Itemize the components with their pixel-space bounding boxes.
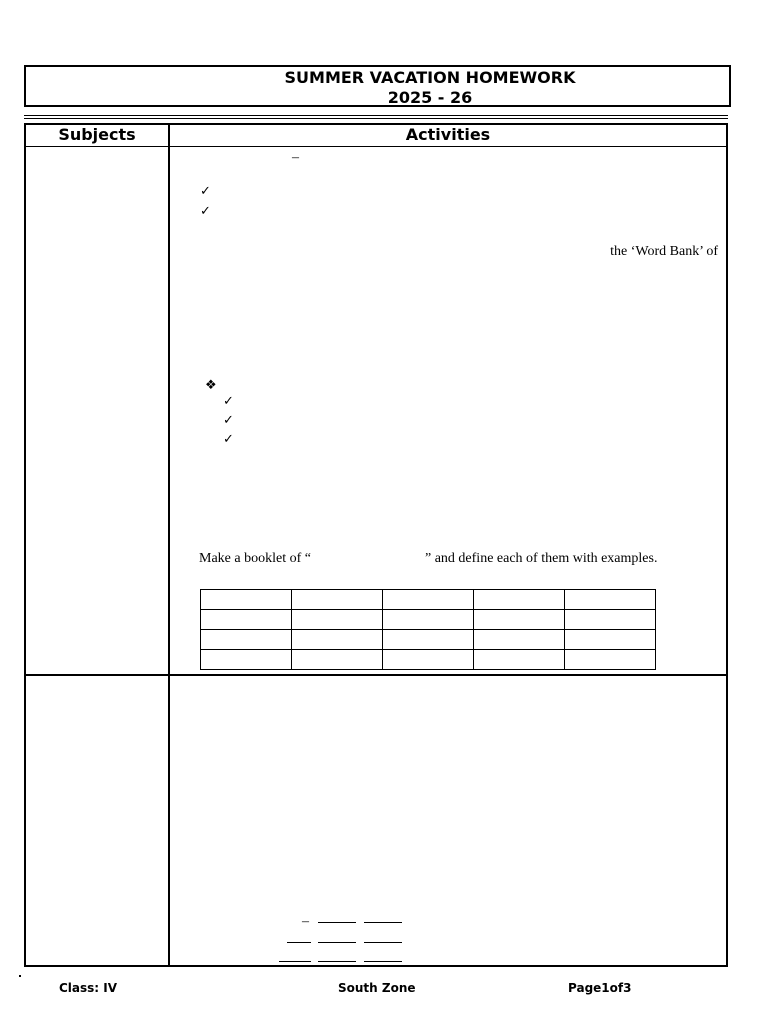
footer-page: Page1of3 [568, 981, 632, 995]
table-row [201, 650, 656, 670]
table-cell [383, 630, 474, 650]
document-year: 2025 - 26 [387, 88, 473, 107]
divider-rule-bottom [24, 118, 728, 119]
table-cell [565, 590, 656, 610]
table-row [201, 590, 656, 610]
blank-line [318, 942, 356, 943]
table-cell [383, 590, 474, 610]
diamond-bullet-icon: ❖ [205, 378, 217, 393]
header-row-divider [24, 146, 728, 147]
check-icon: ✓ [200, 204, 211, 219]
section1-dash: – [292, 150, 299, 165]
word-bank-text: the ‘Word Bank’ of [610, 244, 718, 259]
table-cell [383, 650, 474, 670]
table-cell [292, 650, 383, 670]
table-cell [292, 590, 383, 610]
blank-line [318, 922, 356, 923]
table-cell [383, 610, 474, 630]
table-cell [474, 630, 565, 650]
header-activities: Activities [405, 125, 491, 144]
blank-line [364, 942, 402, 943]
table-cell [565, 610, 656, 630]
table-cell [201, 650, 292, 670]
header-subjects: Subjects [58, 125, 136, 144]
section2-dash: – [302, 914, 309, 929]
table-cell [474, 610, 565, 630]
divider-rule-top [24, 115, 728, 116]
check-icon: ✓ [223, 394, 234, 409]
table-cell [474, 590, 565, 610]
blank-line [287, 942, 311, 943]
booklet-text-end: ” and define each of them with examples. [425, 551, 658, 566]
table-cell [292, 630, 383, 650]
table-cell [474, 650, 565, 670]
footer-zone: South Zone [338, 981, 416, 995]
table-cell [201, 630, 292, 650]
footer-class: Class: IV [59, 981, 118, 995]
stray-dot [19, 975, 21, 977]
section-divider [24, 674, 728, 676]
table-row [201, 610, 656, 630]
document-title-box [24, 65, 731, 107]
check-icon: ✓ [223, 413, 234, 428]
blank-line [364, 961, 402, 962]
booklet-text-start: Make a booklet of “ [199, 551, 311, 566]
blank-grid-table [200, 589, 656, 670]
blank-line [318, 961, 356, 962]
table-row [201, 630, 656, 650]
document-title: SUMMER VACATION HOMEWORK [284, 68, 576, 87]
blank-line [279, 961, 311, 962]
check-icon: ✓ [223, 432, 234, 447]
check-icon: ✓ [200, 184, 211, 199]
table-cell [201, 590, 292, 610]
column-divider [168, 123, 170, 967]
table-cell [565, 630, 656, 650]
blank-line [364, 922, 402, 923]
table-cell [201, 610, 292, 630]
table-cell [565, 650, 656, 670]
table-cell [292, 610, 383, 630]
